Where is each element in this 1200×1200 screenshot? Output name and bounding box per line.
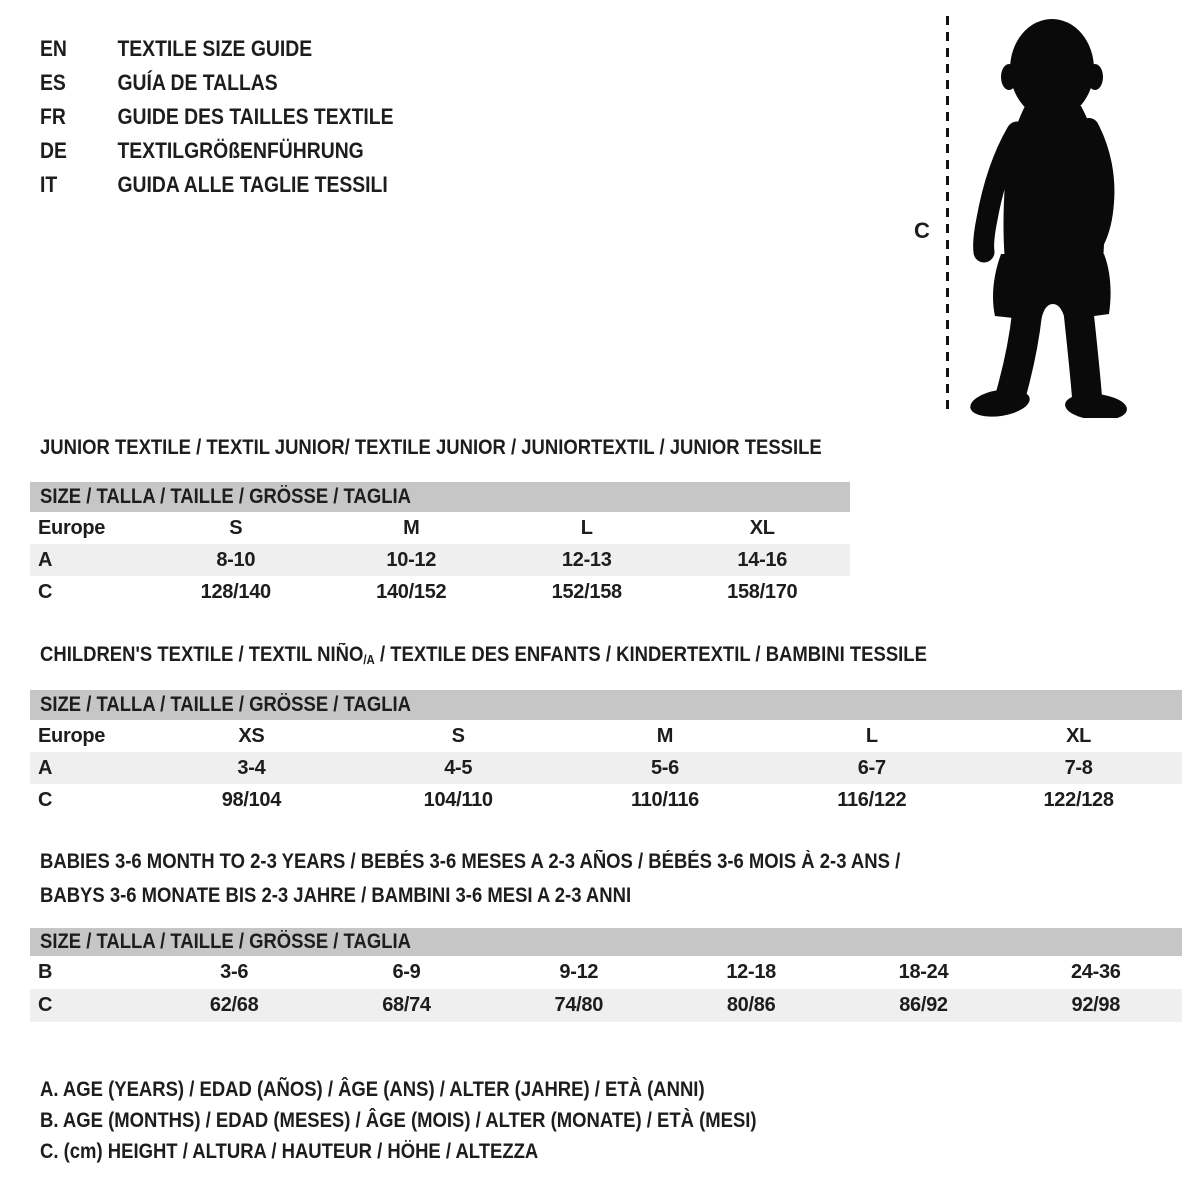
table-row-europe	[30, 720, 1182, 752]
row-label: Europe	[38, 517, 106, 539]
cell-value: 80/86	[726, 994, 776, 1016]
babies-size-table	[30, 928, 1182, 1022]
language-code: DE	[40, 138, 67, 163]
language-row-fr	[40, 100, 394, 134]
cell-value: 4-5	[444, 757, 473, 779]
cell-value: L	[580, 517, 593, 539]
cell-value: 158/170	[727, 581, 798, 603]
cell-value: M	[656, 725, 674, 747]
cell-value: M	[403, 517, 420, 539]
cell-value: 18-24	[898, 961, 949, 983]
cell-value: 92/98	[1071, 994, 1121, 1016]
size-header-label: SIZE / TALLA / TAILLE / GRÖSSE / TAGLIA	[40, 930, 411, 953]
language-code: FR	[40, 104, 66, 129]
cell-value: 140/152	[376, 581, 447, 603]
cell-value: 74/80	[554, 994, 604, 1016]
cell-value: 12-13	[561, 549, 612, 571]
language-title: GUIDE DES TAILLES TEXTILE	[117, 104, 394, 129]
babies-section-title-line1: BABIES 3-6 MONTH TO 2-3 YEARS / BEBÉS 3-6 MESES A 2-3 AÑOS / BÉBÉS 3-6 MOIS À 2-3 ANS /	[40, 850, 901, 873]
row-label: C	[38, 789, 53, 811]
cell-value: 98/104	[221, 789, 282, 811]
cell-value: 6-7	[857, 757, 886, 779]
row-label: A	[38, 757, 53, 779]
language-code: EN	[40, 36, 67, 61]
cell-value: 110/116	[630, 789, 699, 811]
cell-value: XL	[749, 517, 775, 539]
language-title: GUÍA DE TALLAS	[117, 70, 278, 95]
children-title-suffix: / TEXTILE DES ENFANTS / KINDERTEXTIL / BAMBINI TESSILE	[374, 643, 927, 666]
cell-value: 14-16	[737, 549, 788, 571]
row-label: A	[38, 549, 53, 571]
table-row-age	[30, 544, 850, 576]
cell-value: 122/128	[1043, 789, 1114, 811]
row-label: C	[38, 994, 53, 1016]
legend-line-b: B. AGE (MONTHS) / EDAD (MESES) / ÂGE (MOIS) / ALTER (MONATE) / ETÀ (MESI)	[40, 1109, 757, 1132]
language-title-list	[40, 32, 442, 202]
cell-value: 3-4	[237, 757, 266, 779]
table-row-height	[30, 989, 1182, 1022]
cell-value: 8-10	[216, 549, 256, 571]
table-row-height	[30, 784, 1182, 816]
size-header-bar	[30, 690, 1182, 720]
cell-value: 116/122	[837, 789, 907, 811]
cell-value: XS	[238, 725, 265, 747]
cell-value: 12-18	[726, 961, 776, 983]
size-header-label: SIZE / TALLA / TAILLE / GRÖSSE / TAGLIA	[40, 485, 411, 508]
cell-value: 86/92	[899, 994, 948, 1016]
cell-value: 128/140	[200, 581, 271, 603]
children-size-table	[30, 690, 1182, 816]
junior-size-table	[30, 482, 850, 608]
children-title-subscript: /A	[363, 651, 375, 667]
height-measure-label: C	[914, 218, 930, 243]
row-label: B	[38, 961, 53, 983]
cell-value: 152/158	[551, 581, 622, 603]
row-label: Europe	[38, 725, 106, 747]
cell-value: 24-36	[1070, 961, 1121, 983]
row-label: C	[38, 581, 53, 603]
language-title: GUIDA ALLE TAGLIE TESSILI	[117, 172, 388, 197]
size-header-label: SIZE / TALLA / TAILLE / GRÖSSE / TAGLIA	[40, 693, 411, 716]
cell-value: 5-6	[650, 757, 679, 779]
cell-value: 7-8	[1064, 757, 1093, 779]
language-row-de	[40, 134, 394, 168]
toddler-silhouette-icon	[955, 14, 1137, 418]
size-header-bar	[30, 482, 850, 512]
table-row-height	[30, 576, 850, 608]
cell-value: 9-12	[559, 961, 599, 983]
cell-value: S	[451, 725, 465, 747]
legend-line-c: C. (cm) HEIGHT / ALTURA / HAUTEUR / HÖHE / ALTEZZA	[40, 1140, 539, 1163]
children-title-prefix: CHILDREN'S TEXTILE / TEXTIL NIÑO	[40, 643, 364, 666]
children-section-title	[40, 643, 927, 671]
cell-value: 10-12	[386, 549, 437, 571]
cell-value: 6-9	[392, 961, 421, 983]
language-title: TEXTILE SIZE GUIDE	[117, 36, 313, 61]
legend-line-a: A. AGE (YEARS) / EDAD (AÑOS) / ÂGE (ANS) / ALTER (JAHRE) / ETÀ (ANNI)	[40, 1078, 705, 1101]
cell-value: 104/110	[423, 789, 493, 811]
language-row-es	[40, 66, 394, 100]
size-header-bar	[30, 928, 1182, 956]
cell-value: XL	[1066, 725, 1092, 747]
cell-value: 62/68	[209, 994, 259, 1016]
babies-section-title-line2: BABYS 3-6 MONATE BIS 2-3 JAHRE / BAMBINI 3-6 MESI A 2-3 ANNI	[40, 884, 632, 907]
cell-value: S	[229, 517, 243, 539]
table-row-age-months	[30, 956, 1182, 989]
table-row-age	[30, 752, 1182, 784]
language-code: IT	[40, 172, 58, 197]
cell-value: 3-6	[220, 961, 249, 983]
cell-value: 68/74	[382, 994, 431, 1016]
measurement-legend	[40, 1074, 854, 1167]
language-row-it	[40, 168, 394, 202]
cell-value: L	[865, 725, 878, 747]
table-row-europe	[30, 512, 850, 544]
junior-section-title: JUNIOR TEXTILE / TEXTIL JUNIOR/ TEXTILE JUNIOR / JUNIORTEXTIL / JUNIOR TESSILE	[40, 436, 822, 459]
language-code: ES	[40, 70, 66, 95]
language-row-en	[40, 32, 394, 66]
height-measure-dashed-line	[946, 16, 949, 416]
language-title: TEXTILGRÖßENFÜHRUNG	[117, 138, 364, 163]
